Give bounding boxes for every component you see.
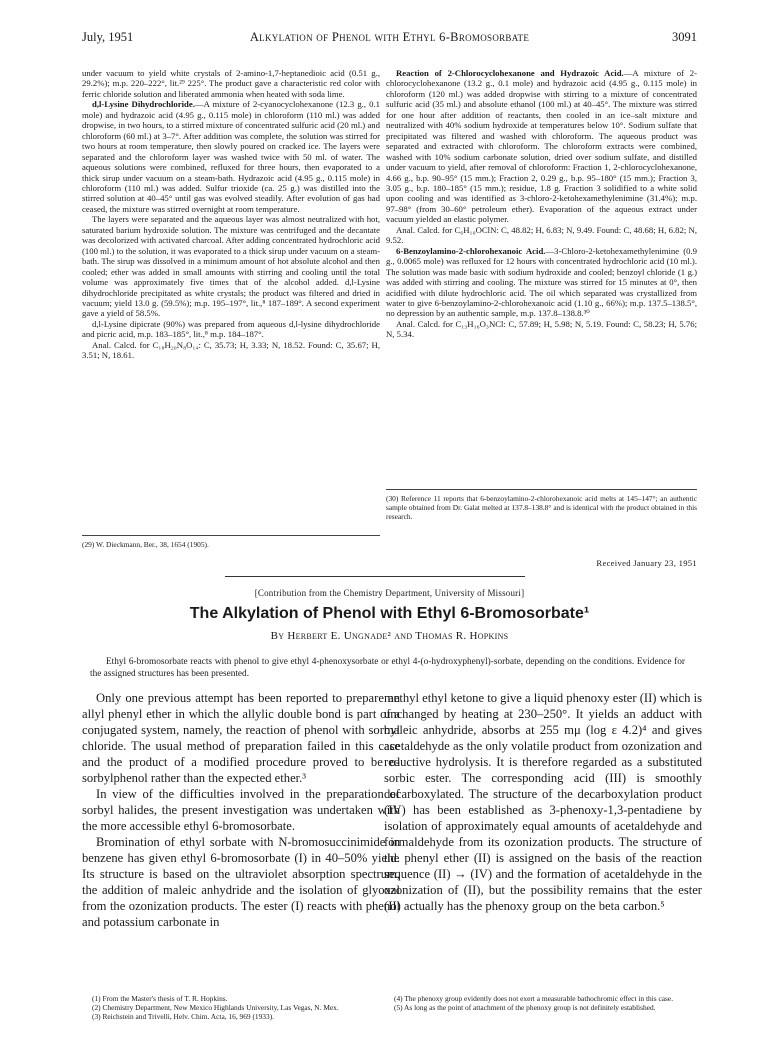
paragraph: under vacuum to yield white crystals of 2-amino-1,7-heptanedioic acid (0.51 g., 29.2%); m.p. 220–222°, lit.²⁹ 225°. The product gave a characteristic red color with ferric chloride solution and liberated ammonia when heated with soda lime. [82,68,380,99]
footnote-5: (5) As long as the point of attachment of the phenoxy group is not definitely established. [394,1003,656,1012]
paragraph: methyl ethyl ketone to give a liquid phenoxy ester (II) which is unchanged by heating at 230–250°. It yields an adduct with maleic anhydride, absorbs at 255 mμ (log ε 4.2)⁴ and gives acetaldehyde as the only volatile product from ozonization and reductive hydrolysis. It is therefore regarded as a substituted sorbic ester. The corresponding acid (III) is smoothly decarboxylated. The structure of the decarboxylation product (IV) has been established as 3-phenoxy-1,3-pentadiene by isolation of approximately equal amounts of acetaldehyde and formaldehyde from its ozonization products. The structure of the phenyl ether (II) is assigned on the basis of the reaction sequence (II) → (IV) and the formation of acetaldehyde in the ozonization of (II), but the possibility remains that the ester (II) actually has the phenoxy group on the beta carbon.⁵ [384,691,702,913]
contribution-line: [Contribution from the Chemistry Department, University of Missouri] [254,588,525,598]
paragraph [386,246,697,319]
footnote-1: (1) From the Master's thesis of T. R. Hopkins. [92,994,228,1003]
footnote-3: (3) Reichstein and Trivelli, Helv. Chim. Acta, 16, 969 (1933). [92,1012,275,1021]
footnote-2: (2) Chemistry Department, New Mexico Highlands University, Las Vegas, N. Mex. [92,1003,339,1012]
paragraph: Bromination of ethyl sorbate with N-bromosuccinimide in benzene has given ethyl 6-bromosorbate (I) in 40–50% yield. Its structure is based on the ultraviolet absorption spectrum, the addition of maleic anhydride and the isolation of glyoxal from the ozonization products. The ester (I) reacts with phenol and potassium carbonate in [82,835,400,929]
body-left-footnotes [82,994,400,1021]
article-authors: By Herbert E. Ungnade² and Thomas R. Hopkins [270,630,509,642]
paragraph-text: —A mixture of 2-chlorocyclohexanone (13.2 g., 0.1 mole) and hydrazoic acid (4.95 g., 0.115 mole) in chloroform (120 ml.) was added dropwise with stirring to a mixture of concentrated sulfuric acid (35 ml.) and absolute ethanol (100 ml.) at 40–45°. The mixture was stirred for one hour after addition of reactants, then cooled in an ice–salt mixture and neutralized with 40% sodium hydroxide at temperatures below 10°. Sodium sulfate that precipitated was filtered and washed with chloroform. The aqueous product was separated and extracted with chloroform. The chloroform extracts were combined, washed with 10% sodium carbonate solution, dried over sodium sulfate, and distilled under vacuum to yield, after removal of chloroform: Fraction 1, 2-chlorocyclohexanone, 4.66 g., b.p. 90–95° (15 mm.); Fraction 2, 0.29 g., b.p. 95–180° (15 mm.); Fraction 3, 3.05 g., b.p. 180–185° (15 mm.); residue, 1.8 g. Fraction 3 solidified to a white solid upon cooling and was identified as 3-chloro-2-ketohexamethylenimine (31.4%); m.p. 97–98° (from 30–60° petroleum ether). Evaporation of the aqueous extract under vacuum yielded an elastic polymer. [386,68,697,225]
paragraph-text: —A mixture of 2-cyanocyclohexanone (12.3 g., 0.1 mole) and hydrazoic acid (4.95 g., 0.115 mole) in chloroform (110 ml.) was added dropwise, in two hours, to a stirred mixture of concentrated sulfuric acid (20 ml.) and chloroform (60 ml.) at 3–7°. After addition was complete, the solution was stirred for two hours at room temperature, then slowly poured on cracked ice. The layers were separated and the chloroform layer was washed twice with 50 ml. of water. The aqueous solutions were combined, refluxed for three hours, then evaporated to a thick sirup under vacuum on a steam-bath. Hydrazoic acid (4.95 g., 0.115 mole) in chloroform (110 ml.) was added. Sulfur trioxide (ca. 25 g.) was distilled into the stirred solution at 40–45° until gas was evolved steadily. After evolution of gas had ceased, the mixture was stirred overnight at room temperature. [82,99,380,214]
footnote-29: (29) W. Dieckmann, Ber., 38, 1654 (1905). [82,540,209,549]
paragraph: In view of the difficulties involved in the preparation of sorbyl halides, the present investigation was undertaken with the more accessible ethyl 6-bromosorbate. [82,787,400,833]
running-head [82,30,697,50]
paragraph [386,68,697,225]
paragraph: The layers were separated and the aqueous layer was almost neutralized with hot, saturated barium hydroxide solution. The mixture was centrifuged and the decantate was decolorized with activated charcoal. After adding concentrated hydrochloric acid (100 ml.) to the solution, it was evaporated to a thick sirup under vacuum on a steam-bath. The sirup was dissolved in a minimum amount of hot absolute alcohol and then cooled; ether was added in small amounts with stirring and cooling until the total volume was approximately five times that of the alcohol added. d,l-Lysine dihydrochloride precipitated as white crystals; the product was filtered and dried in vacuum; yield 13.0 g. (59.5%); m.p. 195–197°, lit.,⁸ 187–189°. A second experiment gave a yield of 58.5%. [82,214,380,319]
paragraph-text: —3-Chloro-2-ketohexamethylenimine (0.9 g., 0.0065 mole) was refluxed for 12 hours with concentrated hydrochloric acid (10 ml.). The solution was made basic with sodium hydroxide and cooled; benzoyl chloride (1 g.) was added with stirring and cooling. The mixture was stirred for 15 minutes at 0°, then acidified with dilute hydrochloric acid. The oil which separated was crystallized from water to give 6-benzoylamino-2-chlorohexanoic acid (1.10 g., 66%); m.p. 137.5–138.5°, no depression by an authentic sample, m.p. 137.8–138.8.³⁰ [386,245,697,319]
analysis: Anal. Calcd. for C₆H₁₀OClN: C, 48.82; H, 6.83; N, 9.49. Found: C, 48.68; H, 6.82; N, 9.52. [386,224,697,246]
paragraph: Only one previous attempt has been reported to prepare an allyl phenyl ether in which the allylic double bond is part of a conjugated system, namely, the reaction of phenol with sorbyl chloride. The usual method of preparation failed in this case and the product of a modified procedure proved to be o-sorbylphenol rather than the expected ether.³ [82,691,400,785]
received-date: Received January 23, 1951 [596,558,697,568]
analysis: Anal. Calcd. for C₁₃H₁₆O₃NCl: C, 57.89; H, 5.98; N, 5.19. Found: C, 58.23; H, 5.76; N, 5.34. [386,318,697,340]
page-number: 3091 [672,30,697,44]
section-heading: Reaction of 2-Chlorocyclohexanone and Hydrazoic Acid. [396,68,624,78]
section-separator [225,576,525,577]
section-heading: 6-Benzoylamino-2-chlorohexanoic Acid. [396,245,546,256]
running-title: Alkylation of Phenol with Ethyl 6-Bromosorbate [249,30,530,44]
body-left-column [82,690,400,930]
article-abstract: Ethyl 6-bromosorbate reacts with phenol to give ethyl 4-phenoxysorbate or ethyl 4-(o-hydroxyphenyl)-sorbate, depending on the conditions. Evidence for the assigned structures has been presented. [90,657,685,679]
footnote-4: (4) The phenoxy group evidently does not exert a measurable bathochromic effect in this case. [394,994,674,1003]
footnote-30: (30) Reference 11 reports that 6-benzoylamino-2-chlorohexanoic acid melts at 145–147°; an authentic sample obtained from Dr. Galat melted at 137.8–138.8° and is identical with the product obtained in this research. [386,494,697,521]
footnote-rule [82,535,380,536]
article-title: The Alkylation of Phenol with Ethyl 6-Bromosorbate¹ [189,605,590,622]
footnote-rule [386,489,697,490]
body-right-column [384,690,702,914]
upper-right-column [386,68,697,340]
upper-left-column [82,68,380,361]
analysis: Anal. Calcd. for C₁₈H₂₀N₈O₁₄: C, 35.73; H, 3.33; N, 18.52. Found: C, 35.67; H, 3.51; N, 18.61. [82,339,380,361]
paragraph [82,99,380,214]
issue-date: July, 1951 [82,30,134,44]
body-right-footnotes [384,994,702,1012]
section-heading: d,l-Lysine Dihydrochloride. [92,99,195,110]
paragraph: d,l-Lysine dipicrate (90%) was prepared from aqueous d,l-lysine dihydrochloride and picric acid, m.p. 183–185°, lit.,⁸ m.p. 184–187°. [82,318,380,340]
